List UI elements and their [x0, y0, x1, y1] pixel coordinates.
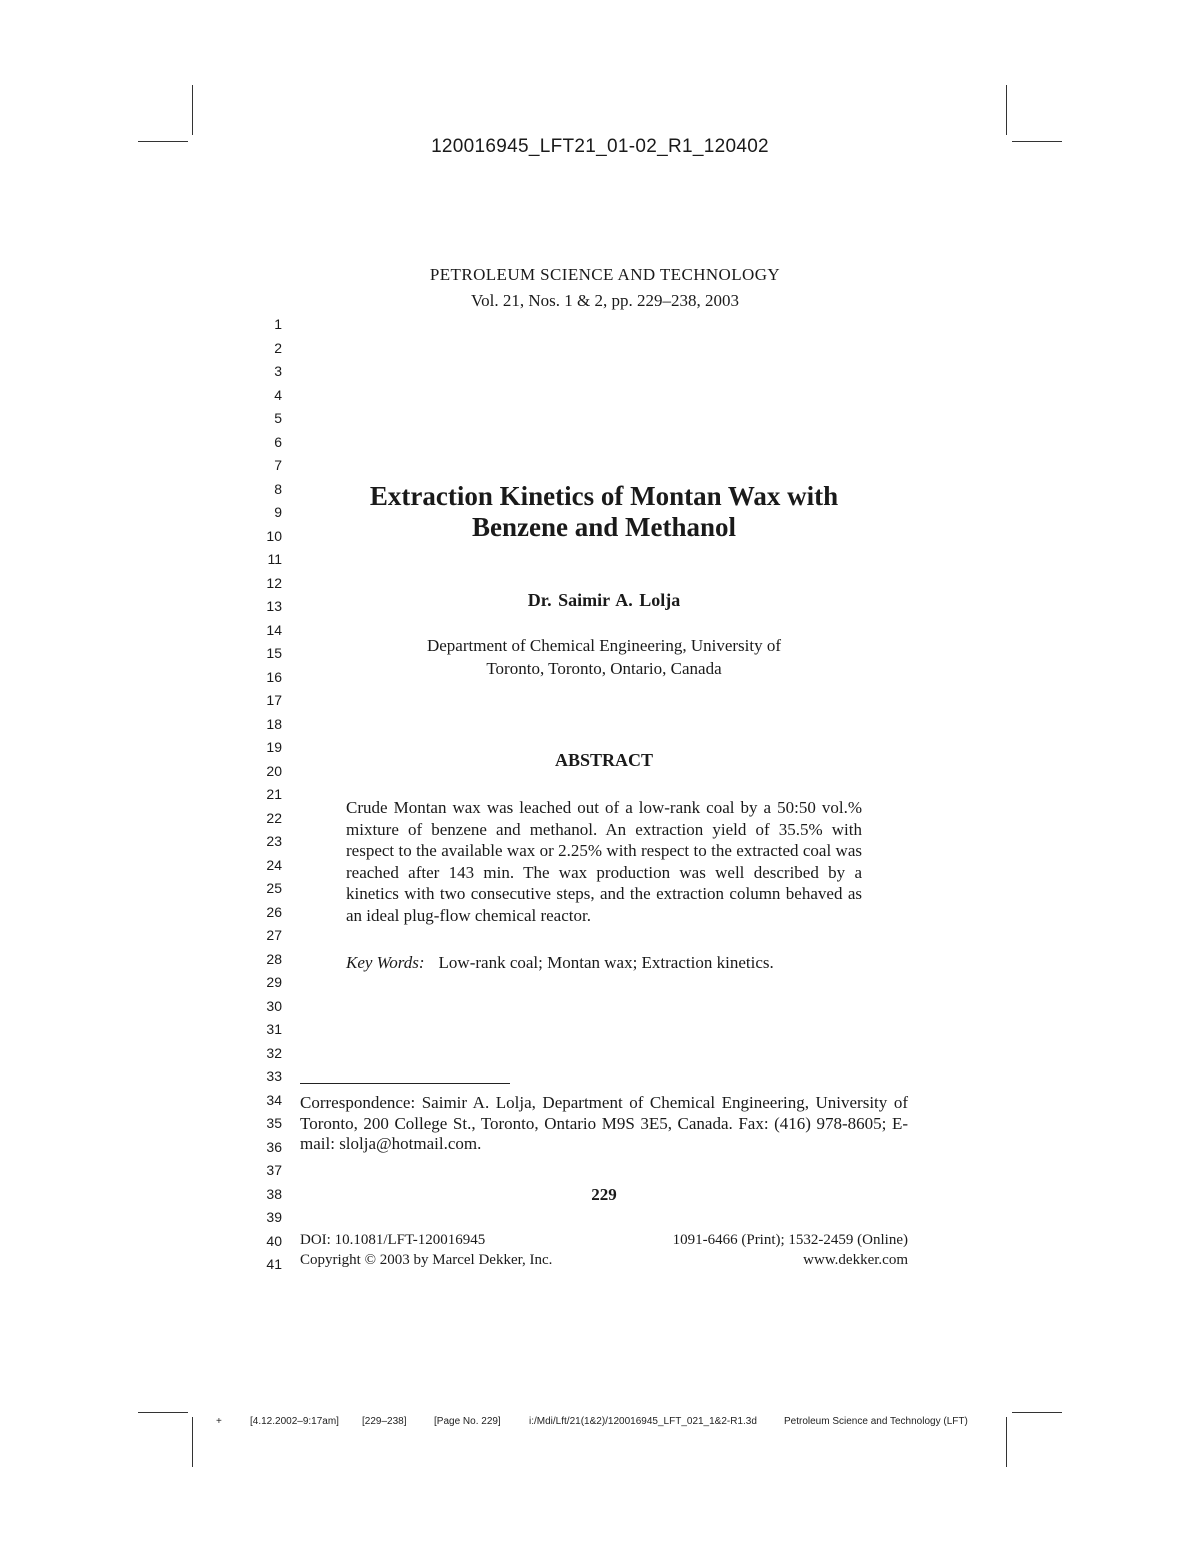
journal-name: PETROLEUM SCIENCE AND TECHNOLOGY [429, 265, 781, 284]
line-number: 18 [266, 715, 282, 732]
line-number: 7 [274, 457, 282, 473]
file-identifier: 120016945_LFT21_01-02_R1_120402 [431, 136, 769, 157]
crop-mark [192, 85, 193, 135]
line-number: 32 [266, 1044, 282, 1061]
line-number: 41 [266, 1256, 282, 1272]
author: Dr. Saimir A. Lolja [527, 590, 681, 610]
line-number: 34 [266, 1091, 282, 1108]
line-number: 4 [274, 386, 282, 403]
line-number: 23 [266, 833, 282, 849]
line-number: 31 [266, 1021, 282, 1037]
line-number: 30 [266, 997, 282, 1014]
correspondence-footnote: Correspondence: Saimir A. Lolja, Department of Chemical Engineering, University of Toronto, 200 College St., Toronto, Ontario M9S 3E5, Canada. Fax: (416) 978-8605; E-mail: slolja@hotmail.com. [300, 1093, 908, 1153]
slug-page-no: [Page No. 229] [434, 1416, 501, 1427]
line-number: 10 [266, 527, 282, 544]
copyright: Copyright © 2003 by Marcel Dekker, Inc. [300, 1252, 553, 1268]
slug-mark: + [216, 1416, 222, 1427]
slug-file-path: i:/Mdi/Lft/21(1&2)/120016945_LFT_021_1&2-R1.3d [529, 1416, 757, 1427]
crop-mark [138, 1412, 188, 1413]
line-number: 29 [266, 974, 282, 990]
title-line-2: Benzene and Methanol [471, 512, 736, 542]
doi-row [300, 1232, 908, 1249]
journal-volume-info: Vol. 21, Nos. 1 & 2, pp. 229–238, 2003 [471, 291, 739, 310]
affiliation-line-1: Department of Chemical Engineering, University of [426, 636, 782, 655]
crop-mark [1006, 85, 1007, 135]
line-number: 16 [266, 668, 282, 685]
line-number: 14 [266, 621, 282, 638]
slug-pages: [229–238] [362, 1416, 407, 1427]
line-number: 13 [266, 598, 282, 614]
copyright-row [300, 1252, 908, 1269]
line-number: 26 [266, 903, 282, 920]
line-number: 21 [266, 786, 282, 802]
slug-timestamp: [4.12.2002–9:17am] [250, 1416, 339, 1427]
line-number: 11 [267, 551, 282, 567]
line-number: 12 [266, 574, 282, 591]
line-number: 39 [266, 1209, 282, 1225]
article-title [300, 481, 908, 543]
line-number: 25 [266, 880, 282, 896]
affiliation-line-2: Toronto, Toronto, Ontario, Canada [486, 659, 722, 678]
line-number: 28 [266, 950, 282, 967]
line-number: 27 [266, 927, 282, 943]
line-number: 8 [274, 480, 282, 497]
line-number: 33 [266, 1068, 282, 1084]
line-number: 17 [266, 692, 282, 708]
line-number: 5 [274, 410, 282, 426]
issn: 1091-6466 (Print); 1532-2459 (Online) [672, 1232, 908, 1248]
line-number: 24 [266, 856, 282, 873]
crop-mark [1012, 1412, 1062, 1413]
page-number: 229 [591, 1185, 617, 1204]
line-number: 3 [274, 363, 282, 379]
title-line-1: Extraction Kinetics of Montan Wax with [369, 481, 839, 511]
line-number: 40 [266, 1232, 282, 1249]
line-number: 1 [274, 316, 282, 332]
crop-mark [192, 1417, 193, 1467]
keywords [346, 953, 906, 973]
abstract-heading: ABSTRACT [554, 750, 654, 770]
line-number: 38 [266, 1185, 282, 1202]
line-number: 36 [266, 1138, 282, 1155]
line-number: 20 [266, 762, 282, 779]
line-number: 9 [274, 504, 282, 520]
line-number: 19 [266, 739, 282, 755]
line-number: 2 [274, 339, 282, 356]
doi: DOI: 10.1081/LFT-120016945 [300, 1232, 486, 1248]
affiliation [300, 634, 908, 680]
line-number: 22 [266, 809, 282, 826]
abstract-text: Crude Montan wax was leached out of a low-rank coal by a 50:50 vol.% mixture of benzene and methanol. An extraction yield of 35.5% with respect to the available wax or 2.25% with respect to the extracted coal was reached after 143 min. The wax production was well described by a kinetics with two consecutive steps, and the extraction column behaved as an ideal plug-flow chemical reactor. [346, 798, 862, 925]
keywords-label: Key Words: [346, 953, 425, 972]
line-number: 15 [266, 645, 282, 661]
keywords-list: Low-rank coal; Montan wax; Extraction kinetics. [438, 953, 774, 972]
slug-journal: Petroleum Science and Technology (LFT) [784, 1416, 968, 1427]
footnote-rule [300, 1083, 510, 1084]
line-number: 35 [266, 1115, 282, 1131]
website: www.dekker.com [803, 1252, 908, 1268]
crop-mark [1006, 1417, 1007, 1467]
line-number: 6 [274, 433, 282, 450]
line-number: 37 [266, 1162, 282, 1178]
